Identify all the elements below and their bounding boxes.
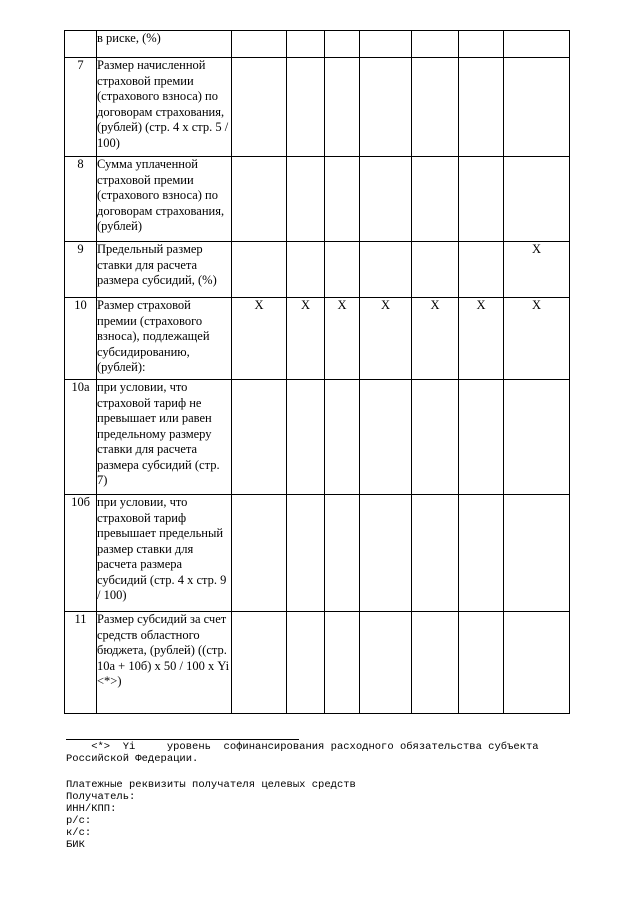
value-cell	[360, 58, 412, 157]
value-cell	[325, 380, 360, 495]
value-cell	[459, 242, 504, 298]
value-cell	[360, 380, 412, 495]
value-cell	[459, 157, 504, 242]
table-row	[65, 58, 570, 157]
table-row	[65, 242, 570, 298]
value-cell	[232, 495, 287, 612]
row-description: Сумма уплаченной страховой премии (страхового взноса) по договорам страхования, (рублей)	[97, 157, 232, 242]
row-description: Размер субсидий за счет средств областного бюджета, (рублей) ((стр. 10а + 10б) х 50 / 100 х Yi <*>)	[97, 612, 232, 714]
table-row	[65, 298, 570, 380]
value-cell: Х	[287, 298, 325, 380]
value-cell	[287, 31, 325, 58]
value-cell: Х	[504, 242, 570, 298]
table-row	[65, 495, 570, 612]
row-description: Предельный размер ставки для расчета размера субсидий, (%)	[97, 242, 232, 298]
value-cell	[287, 157, 325, 242]
value-cell	[232, 157, 287, 242]
value-cell	[412, 380, 459, 495]
value-cell	[459, 380, 504, 495]
row-description: в риске, (%)	[97, 31, 232, 58]
table-row	[65, 31, 570, 58]
requisites-title: Платежные реквизиты получателя целевых средств	[66, 779, 356, 791]
row-number	[65, 31, 97, 58]
value-cell: Х	[325, 298, 360, 380]
value-cell	[325, 612, 360, 714]
value-cell	[232, 31, 287, 58]
value-cell: Х	[459, 298, 504, 380]
requisites-recipient: Получатель:	[66, 791, 136, 803]
requisites-inn-kpp: ИНН/КПП:	[66, 803, 117, 815]
value-cell	[360, 31, 412, 58]
row-description: Размер страховой премии (страхового взноса), подлежащей субсидированию, (рублей):	[97, 298, 232, 380]
requisites-bik: БИК	[66, 839, 85, 851]
value-cell	[459, 495, 504, 612]
value-cell	[412, 157, 459, 242]
row-number: 11	[65, 612, 97, 714]
value-cell	[360, 612, 412, 714]
requisites-account: р/с:	[66, 815, 92, 827]
value-cell: Х	[232, 298, 287, 380]
value-cell	[287, 58, 325, 157]
value-cell	[325, 31, 360, 58]
footnote-line-2: Российской Федерации.	[66, 753, 199, 765]
value-cell	[412, 612, 459, 714]
row-description: при условии, что страховой тариф превышает предельный размер ставки для расчета размера субсидий (стр. 4 х стр. 9 / 100)	[97, 495, 232, 612]
row-number: 8	[65, 157, 97, 242]
value-cell: Х	[360, 298, 412, 380]
value-cell	[504, 495, 570, 612]
value-cell	[360, 157, 412, 242]
value-cell	[459, 31, 504, 58]
value-cell	[504, 612, 570, 714]
value-cell	[232, 380, 287, 495]
row-number: 10б	[65, 495, 97, 612]
table-row	[65, 380, 570, 495]
value-cell	[412, 31, 459, 58]
value-cell	[504, 157, 570, 242]
value-cell	[287, 495, 325, 612]
value-cell	[232, 242, 287, 298]
row-description: Размер начисленной страховой премии (страхового взноса) по договорам страхования, (рублей) (стр. 4 х стр. 5 / 100)	[97, 58, 232, 157]
row-number: 7	[65, 58, 97, 157]
value-cell	[459, 58, 504, 157]
value-cell	[325, 495, 360, 612]
value-cell	[287, 612, 325, 714]
value-cell	[232, 612, 287, 714]
footnote-separator	[66, 739, 299, 740]
subsidy-calculation-table	[64, 30, 570, 714]
row-description: при условии, что страховой тариф не превышает или равен предельному размеру ставки для расчета размера субсидий (стр. 7)	[97, 380, 232, 495]
value-cell	[325, 242, 360, 298]
value-cell	[325, 58, 360, 157]
row-number: 10	[65, 298, 97, 380]
value-cell	[459, 612, 504, 714]
requisites-corr-account: к/с:	[66, 827, 92, 839]
row-number: 10а	[65, 380, 97, 495]
table-row	[65, 612, 570, 714]
value-cell: Х	[412, 298, 459, 380]
value-cell	[412, 495, 459, 612]
value-cell	[360, 495, 412, 612]
value-cell	[287, 380, 325, 495]
footnote-line-1: <*> Yi уровень софинансирования расходного обязательства субъекта	[66, 741, 539, 753]
value-cell	[287, 242, 325, 298]
value-cell	[360, 242, 412, 298]
value-cell	[232, 58, 287, 157]
table-row	[65, 157, 570, 242]
value-cell	[412, 58, 459, 157]
row-number: 9	[65, 242, 97, 298]
value-cell	[325, 157, 360, 242]
value-cell	[412, 242, 459, 298]
value-cell	[504, 31, 570, 58]
value-cell: Х	[504, 298, 570, 380]
value-cell	[504, 58, 570, 157]
value-cell	[504, 380, 570, 495]
